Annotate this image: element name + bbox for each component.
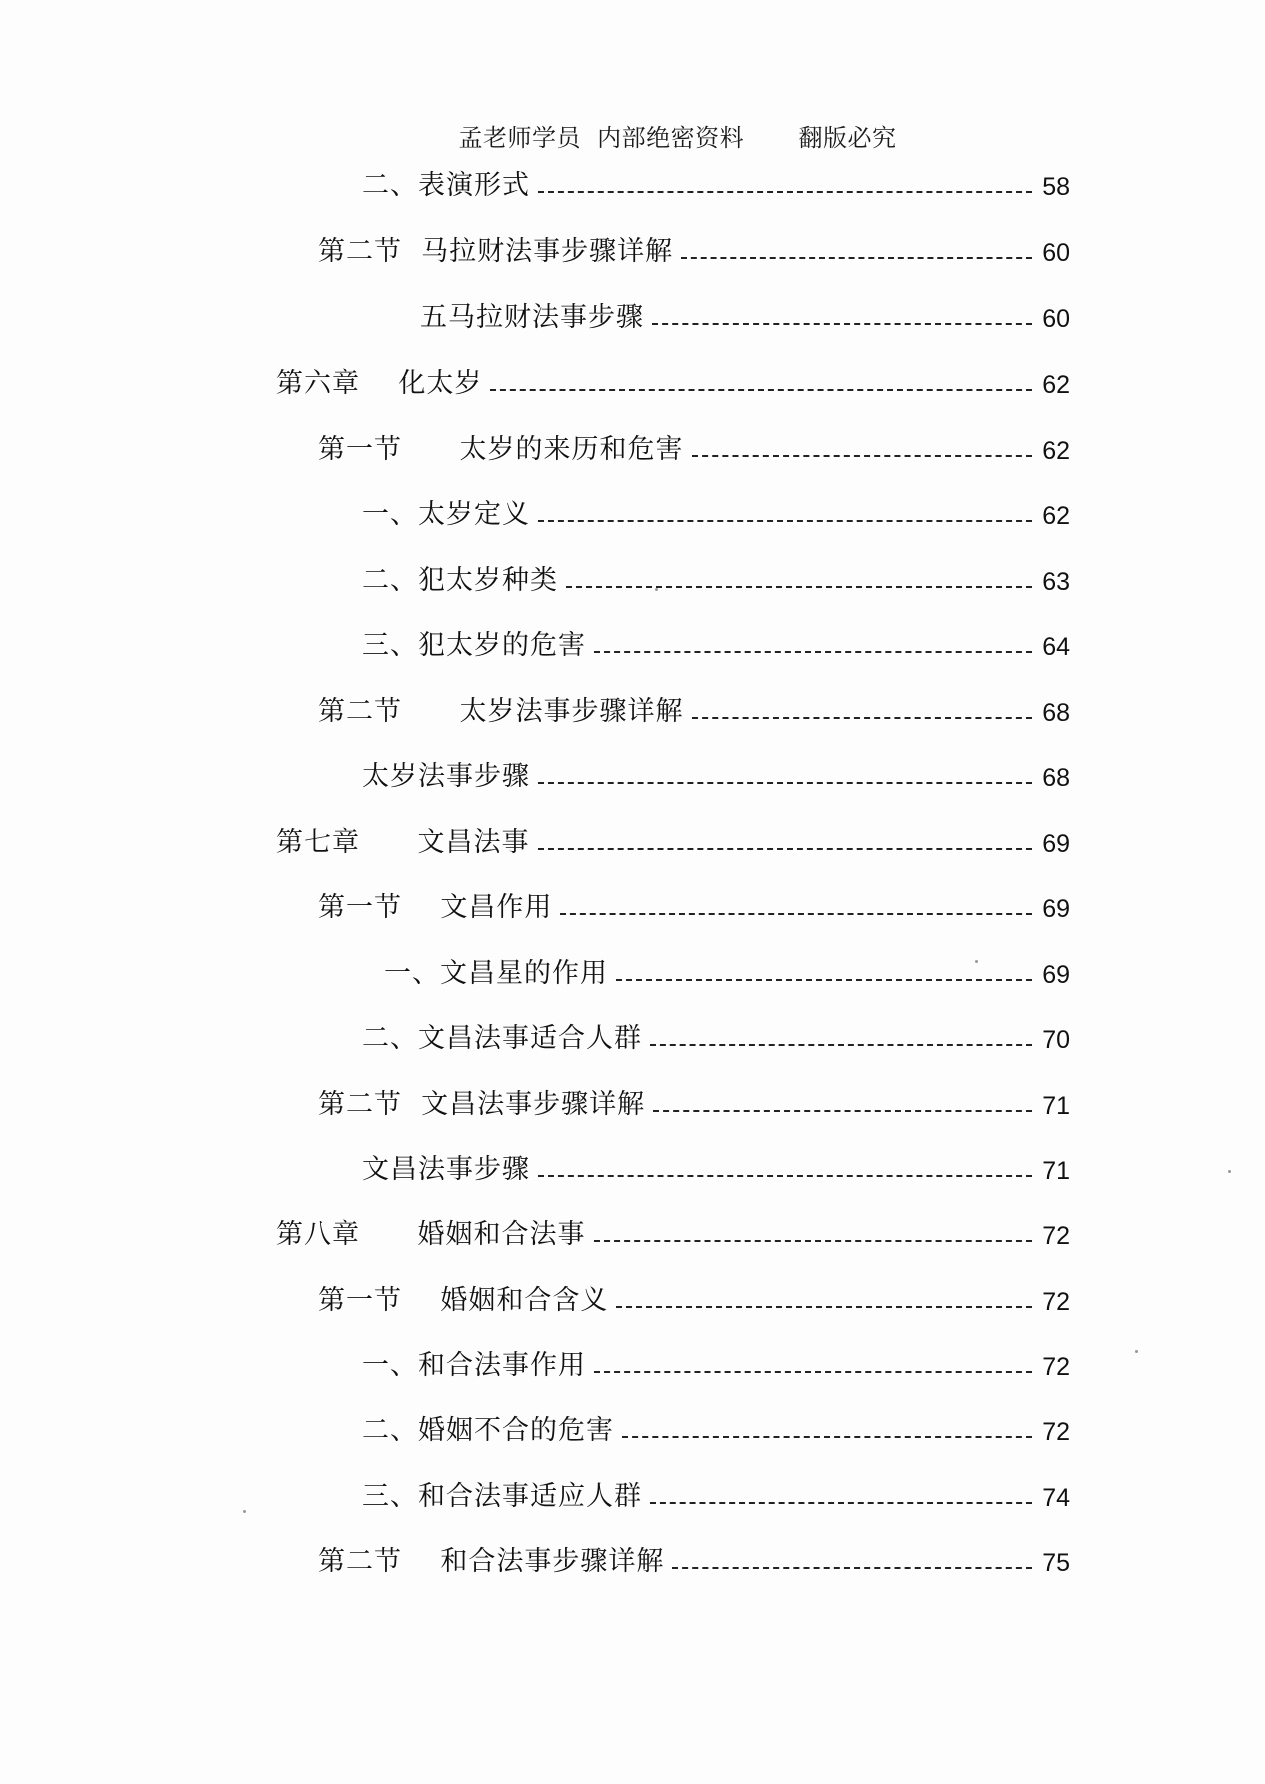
toc-entry [318, 1081, 1070, 1121]
toc-entry-page: 69 [1042, 895, 1070, 923]
toc-entry [276, 360, 1070, 400]
toc-leader [650, 1502, 1032, 1504]
toc-entry-title: 一、和合法事作用 [362, 1350, 586, 1381]
toc-entry-page: 63 [1042, 568, 1070, 596]
toc-entry-page: 71 [1042, 1157, 1070, 1185]
toc-leader [672, 1567, 1032, 1569]
toc-entry-page: 62 [1042, 437, 1070, 465]
toc-leader [594, 651, 1032, 653]
toc-entry [362, 1473, 1070, 1513]
toc-entry [362, 1015, 1070, 1055]
toc-entry [318, 1277, 1070, 1317]
toc-entry-title: 一、太岁定义 [362, 499, 530, 530]
scan-speck [655, 588, 658, 591]
toc-entry-title: 第六章 化太岁 [276, 368, 483, 399]
toc-entry-page: 60 [1042, 239, 1070, 267]
toc-entry [362, 622, 1070, 662]
toc-leader [594, 1371, 1032, 1373]
toc-entry-title: 三、和合法事适应人群 [362, 1481, 642, 1512]
toc-leader [616, 1306, 1032, 1308]
toc-entry-title: 第二节 马拉财法事步骤详解 [318, 236, 674, 267]
scan-speck [1228, 1170, 1231, 1173]
toc-entry-page: 72 [1042, 1418, 1070, 1446]
toc-entry [362, 1146, 1070, 1186]
toc-entry-title: 第一节 太岁的来历和危害 [318, 434, 684, 465]
toc-entry [362, 162, 1070, 202]
toc-entry-title: 三、犯太岁的危害 [362, 630, 586, 661]
toc-entry [420, 294, 1070, 334]
toc-leader [538, 520, 1032, 522]
header-part-2: 内部绝密资料 [597, 124, 745, 152]
toc-entry-title: 第二节 太岁法事步骤详解 [318, 696, 684, 727]
toc-entry-page: 71 [1042, 1092, 1070, 1120]
toc-entry-title: 二、文昌法事适合人群 [362, 1023, 642, 1054]
scan-speck [1135, 1350, 1138, 1353]
toc-entry [362, 753, 1070, 793]
toc-entry-title: 第二节 和合法事步骤详解 [318, 1546, 665, 1577]
toc-entry-title: 文昌法事步骤 [362, 1154, 530, 1185]
toc-entry-page: 60 [1042, 305, 1070, 333]
toc-entry-title: 二、表演形式 [362, 170, 530, 201]
toc-leader [652, 323, 1032, 325]
toc-leader [622, 1436, 1032, 1438]
toc-leader [653, 1110, 1032, 1112]
toc-entry [384, 950, 1070, 990]
toc-leader [594, 1240, 1033, 1242]
toc-entry-title: 第二节 文昌法事步骤详解 [318, 1089, 646, 1120]
toc-entry-title: 一、文昌星的作用 [384, 958, 608, 989]
toc-entry-title: 太岁法事步骤 [362, 761, 530, 792]
toc-entry-title: 第一节 文昌作用 [318, 892, 553, 923]
toc-entry [318, 1538, 1070, 1578]
header-part-3: 翻版必究 [798, 124, 897, 152]
toc-entry-page: 64 [1042, 633, 1070, 661]
toc-entry [318, 426, 1070, 466]
toc-leader [560, 913, 1032, 915]
header-part-1: 孟老师学员 [458, 124, 582, 152]
toc-entry [362, 1407, 1070, 1447]
toc-entry-page: 68 [1042, 764, 1070, 792]
toc-entry-page: 72 [1042, 1353, 1070, 1381]
toc-leader [538, 782, 1032, 784]
toc-entry-page: 68 [1042, 699, 1070, 727]
toc-entry-title: 第七章 文昌法事 [276, 827, 530, 858]
toc-entry [318, 884, 1070, 924]
toc-entry-page: 62 [1042, 502, 1070, 530]
toc-leader [692, 455, 1033, 457]
toc-entry-page: 75 [1042, 1549, 1070, 1577]
toc-leader [681, 257, 1032, 259]
toc-leader [490, 389, 1032, 391]
toc-entry-page: 70 [1042, 1026, 1070, 1054]
toc-leader [566, 586, 1032, 588]
toc-entry-title: 二、婚姻不合的危害 [362, 1415, 614, 1446]
toc-entry-title: 第一节 婚姻和合含义 [318, 1285, 609, 1316]
toc-leader [616, 979, 1032, 981]
scan-speck [975, 960, 978, 963]
toc-leader [650, 1044, 1032, 1046]
toc-entry [318, 228, 1070, 268]
toc-entry-page: 74 [1042, 1484, 1070, 1512]
toc-entry [362, 1342, 1070, 1382]
toc-leader [538, 191, 1032, 193]
toc-entry-page: 72 [1042, 1222, 1070, 1250]
page-header [0, 118, 1265, 153]
toc-entry [276, 1211, 1070, 1251]
toc-entry-title: 二、犯太岁种类 [362, 565, 558, 596]
toc-entry-page: 62 [1042, 371, 1070, 399]
toc-entry-title: 五马拉财法事步骤 [420, 302, 644, 333]
toc-leader [692, 717, 1033, 719]
toc-entry [362, 491, 1070, 531]
toc-entry-title: 第八章 婚姻和合法事 [276, 1219, 586, 1250]
toc-entry-page: 69 [1042, 830, 1070, 858]
toc-entry-page: 58 [1042, 173, 1070, 201]
toc-leader [538, 1175, 1032, 1177]
toc-entry [318, 688, 1070, 728]
toc-entry-page: 69 [1042, 961, 1070, 989]
toc-entry-page: 72 [1042, 1288, 1070, 1316]
toc-entry [276, 819, 1070, 859]
toc-leader [538, 848, 1033, 850]
scan-speck [243, 1510, 246, 1513]
toc-entry [362, 557, 1070, 597]
